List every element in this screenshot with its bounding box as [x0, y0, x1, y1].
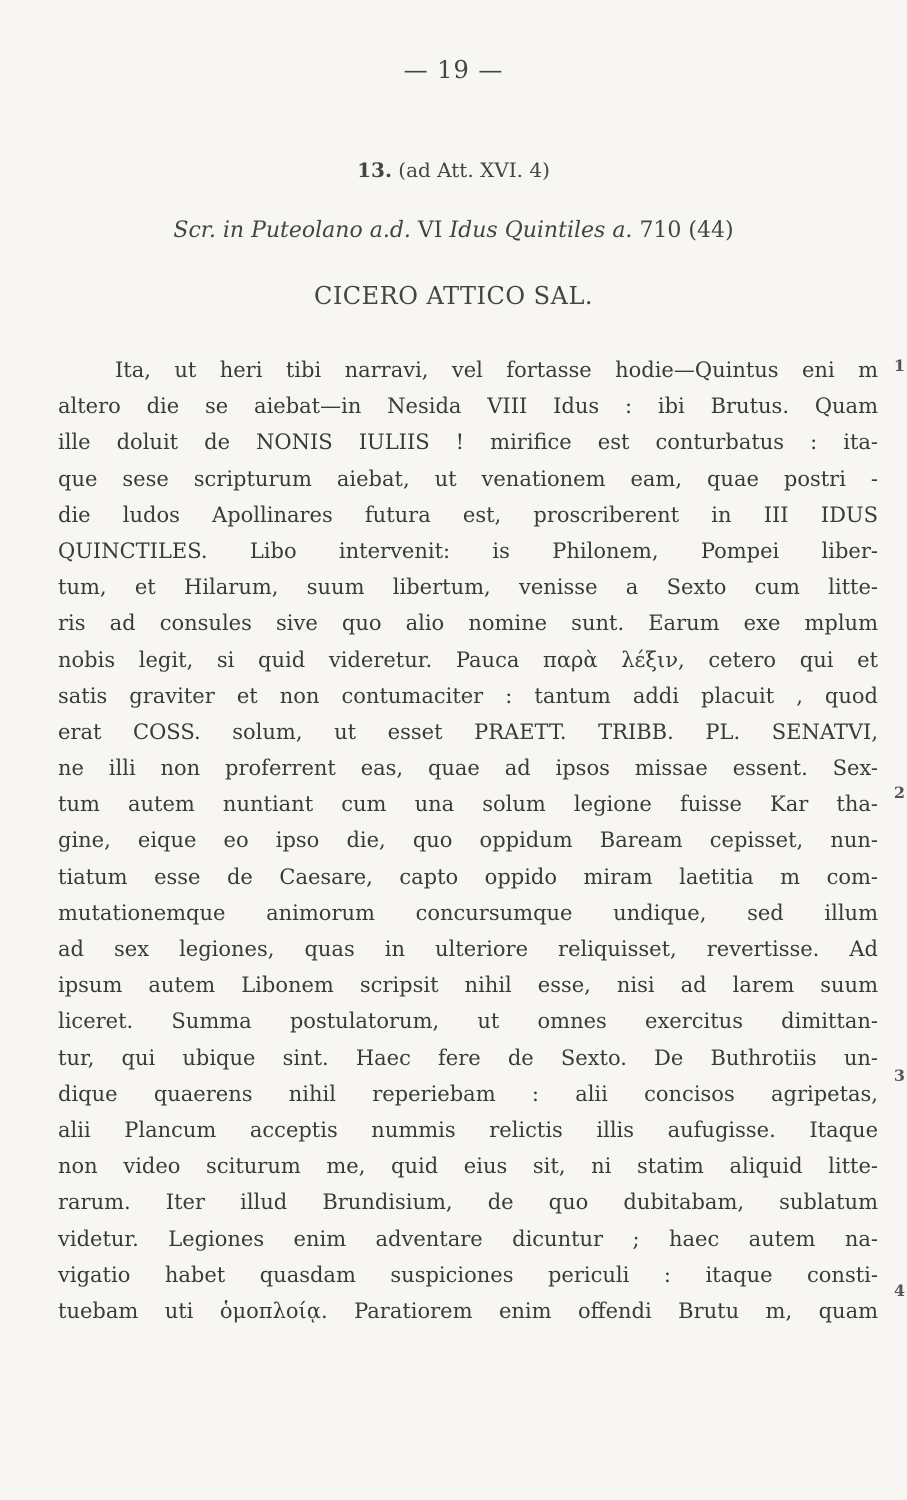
text-line: altero die se aiebat—in Nesida VIII Idus : ibi Brutus. Quam: [58, 394, 878, 419]
text-line: Ita, ut heri tibi narravi, vel fortasse hodie—Quintus eni m: [115, 358, 878, 382]
dateline-year: 710 (44): [639, 218, 734, 243]
text-line: mutationemque animorum concursumque undique, sed illum: [58, 900, 878, 925]
text-line: dique quaerens nihil reperiebam : alii concisos agripetas,: [58, 1081, 878, 1106]
text-line: nobis legit, si quid videretur. Pauca παρὰ λέξιν, cetero qui et: [58, 647, 878, 672]
text-line: ille doluit de NONIS IULIIS ! mirifice est conturbatus : ita-: [58, 430, 878, 455]
text-line: tuebam uti ὁμοπλοίᾳ. Paratiorem enim offendi Brutu m, quam: [58, 1298, 878, 1323]
letter-heading: [0, 158, 907, 182]
text-line: gine, eique eo ipso die, quo oppidum Baream cepisset, nun-: [58, 828, 878, 853]
text-line: ris ad consules sive quo alio nomine sunt. Earum exe mplum: [58, 611, 878, 636]
text-line: que sese scripturum aiebat, ut venationem eam, quae postri -: [58, 466, 878, 491]
text-line: alii Plancum acceptis nummis relictis illis aufugisse. Itaque: [58, 1117, 878, 1142]
margin-section-number: 4: [893, 1281, 905, 1300]
dateline: [0, 218, 907, 243]
letter-reference: (ad Att. XVI. 4): [398, 158, 550, 182]
page-number: — 19 —: [403, 56, 504, 84]
text-line: die ludos Apollinares futura est, proscriberent in III IDUS: [58, 502, 878, 527]
text-line: liceret. Summa postulatorum, ut omnes exercitus dimittan-: [58, 1009, 878, 1034]
text-line: satis graviter et non contumaciter : tantum addi placuit , quod: [58, 683, 878, 708]
text-line: tur, qui ubique sint. Haec fere de Sexto. De Buthrotiis un-: [58, 1045, 878, 1070]
text-line: tum, et Hilarum, suum libertum, venisse a Sexto cum litte-: [58, 575, 878, 600]
text-line: vigatio habet quasdam suspiciones periculi : itaque consti-: [58, 1262, 878, 1287]
letter-body: [58, 352, 878, 1329]
text-line: ne illi non proferrent eas, quae ad ipsos missae essent. Sex-: [58, 756, 878, 781]
letter-number: 13.: [357, 158, 392, 182]
dateline-day: VI: [417, 218, 443, 243]
margin-section-number: 3: [893, 1066, 905, 1085]
text-line: tiatum esse de Caesare, capto oppido miram laetitia m com-: [58, 864, 878, 889]
text-line: rarum. Iter illud Brundisium, de quo dubitabam, sublatum: [58, 1190, 878, 1215]
margin-section-number: 1: [893, 356, 905, 375]
text-line: tum autem nuntiant cum una solum legione fuisse Kar tha-: [58, 792, 878, 817]
text-line: erat COSS. solum, ut esset PRAETT. TRIBB. PL. SENATVI,: [58, 719, 878, 744]
dateline-month: Idus Quintiles a.: [449, 218, 633, 243]
dateline-place: Scr. in Puteolano a.d.: [173, 218, 411, 243]
salutation: CICERO ATTICO SAL.: [313, 282, 594, 310]
text-line: non video sciturum me, quid eius sit, ni statim aliquid litte-: [58, 1154, 878, 1179]
text-line: ad sex legiones, quas in ulteriore reliquisset, revertisse. Ad: [58, 937, 878, 961]
margin-section-number: 2: [893, 783, 905, 802]
text-line: QUINCTILES. Libo intervenit: is Philonem, Pompei liber-: [58, 538, 878, 563]
text-line: ipsum autem Libonem scripsit nihil esse, nisi ad larem suum: [58, 973, 878, 998]
text-line: videtur. Legiones enim adventare dicuntur ; haec autem na-: [58, 1226, 878, 1251]
